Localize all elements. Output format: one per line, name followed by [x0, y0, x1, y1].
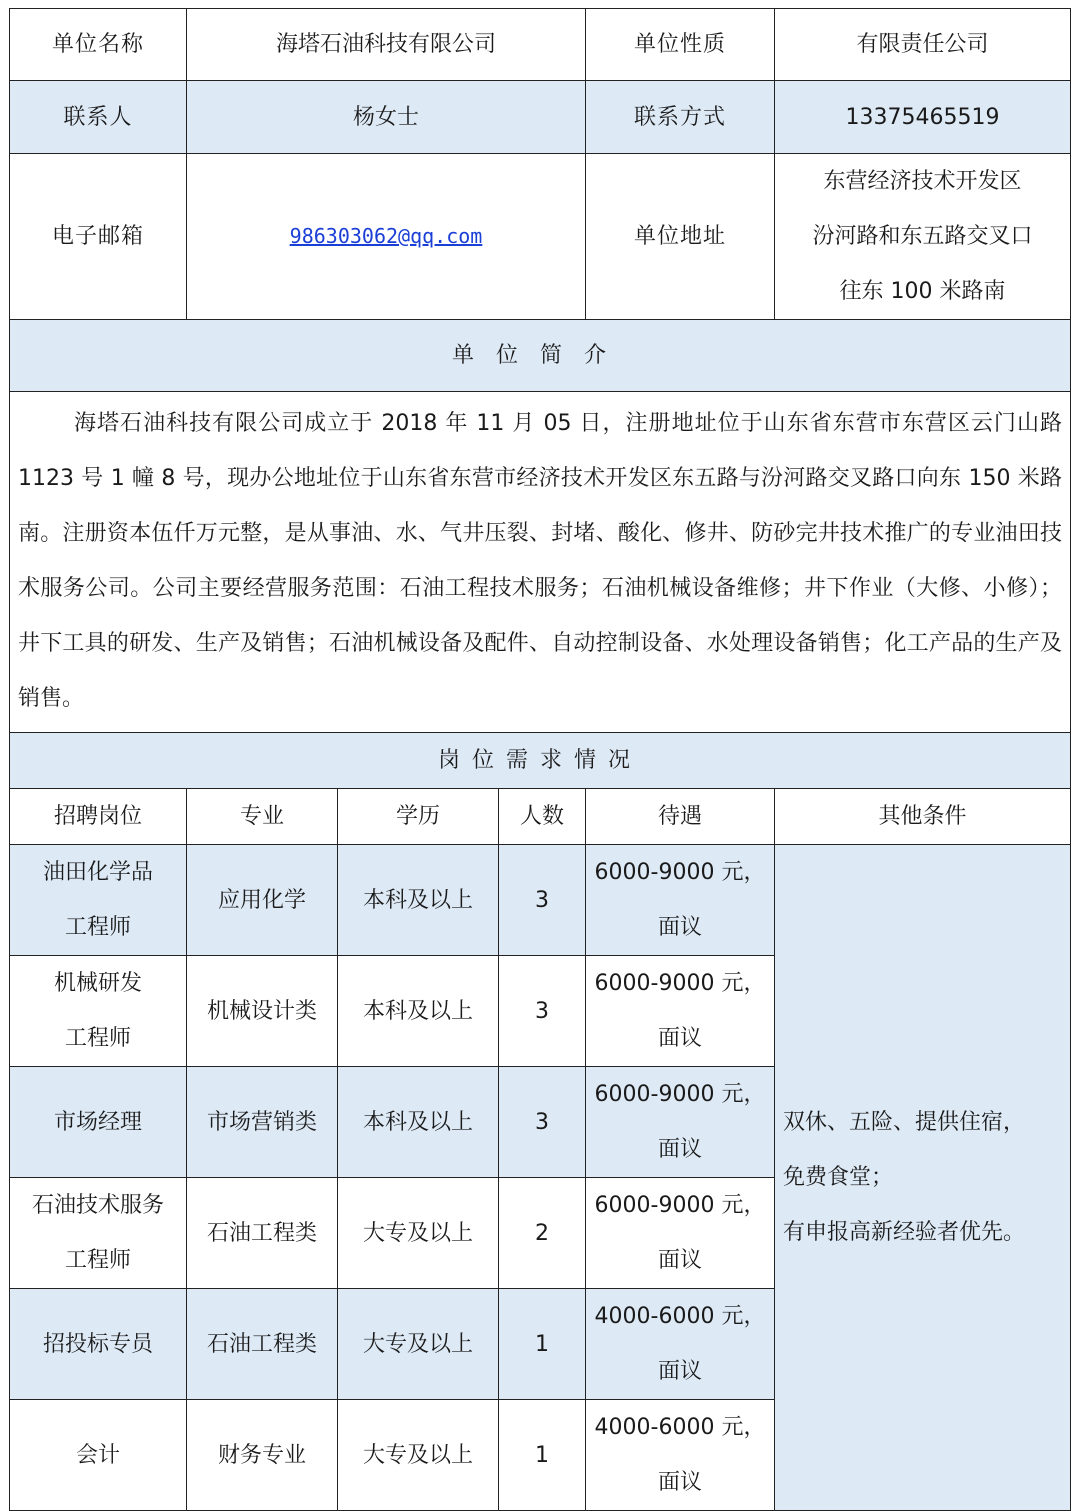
job-position [10, 1178, 187, 1289]
company-name-label: 单位名称 [10, 9, 187, 81]
jobs-title: 岗位需求情况 [10, 733, 1071, 789]
intro-text: 海塔石油科技有限公司成立于 2018 年 11 月 05 日，注册地址位于山东省东营市东营区云门山路 1123 号 1 幢 8 号，现办公地址位于山东省东营市经济技术开发区东五路与汾河路交叉路口向东 150 米路南。注册资本伍仟万元整，是从事油、水、气井压裂、封堵、酸化、修井、防砂完井技术推广的专业油田技术服务公司。公司主要经营服务范围：石油工程技术服务；石油机械设备维修；井下作业（大修、小修）；井下工具的研发、生产及销售；石油机械设备及配件、自动控制设备、水处理设备销售；化工产品的生产及销售。 [10, 392, 1071, 733]
address-line-1: 东营经济技术开发区 [823, 169, 1022, 194]
col-header-education: 学历 [338, 789, 499, 845]
other-line-3: 有申报高新经验者优先。 [783, 1220, 1026, 1245]
email-cell [187, 154, 586, 320]
other-conditions [775, 845, 1071, 1511]
company-name-row [10, 9, 1071, 81]
job-major: 财务专业 [187, 1400, 338, 1511]
job-pay-line1: 6000-9000 元， [594, 971, 766, 996]
job-pay-line2: 面议 [657, 1137, 702, 1162]
contact-label: 联系人 [10, 81, 187, 154]
intro-title: 单位简介 [10, 320, 1071, 392]
col-header-position: 招聘岗位 [10, 789, 187, 845]
job-education: 本科及以上 [338, 845, 499, 956]
phone-number: 13375465519 [775, 81, 1071, 154]
company-type: 有限责任公司 [775, 9, 1071, 81]
job-pay [586, 845, 775, 956]
job-education: 大专及以上 [338, 1400, 499, 1511]
intro-body-row [10, 392, 1071, 733]
job-position: 市场经理 [10, 1067, 187, 1178]
job-pay-line1: 6000-9000 元， [594, 1193, 766, 1218]
job-pay-line2: 面议 [657, 915, 702, 940]
job-position-line1: 石油技术服务 [31, 1193, 164, 1218]
recruitment-table [9, 8, 1071, 1511]
job-major: 机械设计类 [187, 956, 338, 1067]
email-label: 电子邮箱 [10, 154, 187, 320]
job-pay [586, 1178, 775, 1289]
job-pay [586, 1067, 775, 1178]
address-cell [775, 154, 1071, 320]
job-position [10, 956, 187, 1067]
email-link[interactable]: 986303062@qq.com [289, 224, 483, 248]
job-position-line2: 工程师 [64, 1248, 131, 1273]
job-education: 大专及以上 [338, 1178, 499, 1289]
col-header-other: 其他条件 [775, 789, 1071, 845]
job-pay-line2: 面议 [657, 1026, 702, 1051]
job-position-line1: 机械研发 [53, 971, 142, 996]
phone-label: 联系方式 [586, 81, 775, 154]
email-address-row [10, 154, 1071, 320]
job-position [10, 845, 187, 956]
col-header-pay: 待遇 [586, 789, 775, 845]
intro-header-row [10, 320, 1071, 392]
job-pay-line2: 面议 [657, 1248, 702, 1273]
address-line-2: 汾河路和东五路交叉口 [812, 224, 1033, 249]
job-major: 石油工程类 [187, 1178, 338, 1289]
other-line-2: 免费食堂； [783, 1165, 894, 1190]
other-line-1: 双休、五险、提供住宿， [783, 1110, 1026, 1135]
company-type-label: 单位性质 [586, 9, 775, 81]
address-label: 单位地址 [586, 154, 775, 320]
job-count: 1 [499, 1289, 586, 1400]
job-count: 3 [499, 1067, 586, 1178]
job-pay-line1: 6000-9000 元， [594, 1082, 766, 1107]
job-position-line1: 油田化学品 [42, 860, 153, 885]
job-education: 本科及以上 [338, 956, 499, 1067]
job-pay [586, 956, 775, 1067]
job-count: 2 [499, 1178, 586, 1289]
job-pay-line1: 4000-6000 元， [594, 1415, 766, 1440]
job-position-line2: 工程师 [64, 915, 131, 940]
job-education: 本科及以上 [338, 1067, 499, 1178]
job-count: 3 [499, 956, 586, 1067]
job-position: 会计 [10, 1400, 187, 1511]
company-name: 海塔石油科技有限公司 [187, 9, 586, 81]
col-header-major: 专业 [187, 789, 338, 845]
job-count: 3 [499, 845, 586, 956]
job-position-line2: 工程师 [64, 1026, 131, 1051]
job-pay-line2: 面议 [657, 1359, 702, 1384]
col-header-count: 人数 [499, 789, 586, 845]
job-major: 石油工程类 [187, 1289, 338, 1400]
job-row [10, 845, 1071, 956]
contact-person: 杨女士 [187, 81, 586, 154]
contact-row [10, 81, 1071, 154]
job-count: 1 [499, 1400, 586, 1511]
job-pay-line2: 面议 [657, 1470, 702, 1495]
job-pay [586, 1289, 775, 1400]
address-line-3: 往东 100 米路南 [839, 279, 1006, 304]
job-pay-line1: 4000-6000 元， [594, 1304, 766, 1329]
job-major: 市场营销类 [187, 1067, 338, 1178]
job-major: 应用化学 [187, 845, 338, 956]
jobs-header-row [10, 733, 1071, 789]
job-pay-line1: 6000-9000 元， [594, 860, 766, 885]
job-education: 大专及以上 [338, 1289, 499, 1400]
jobs-column-headers [10, 789, 1071, 845]
job-position: 招投标专员 [10, 1289, 187, 1400]
job-pay [586, 1400, 775, 1511]
